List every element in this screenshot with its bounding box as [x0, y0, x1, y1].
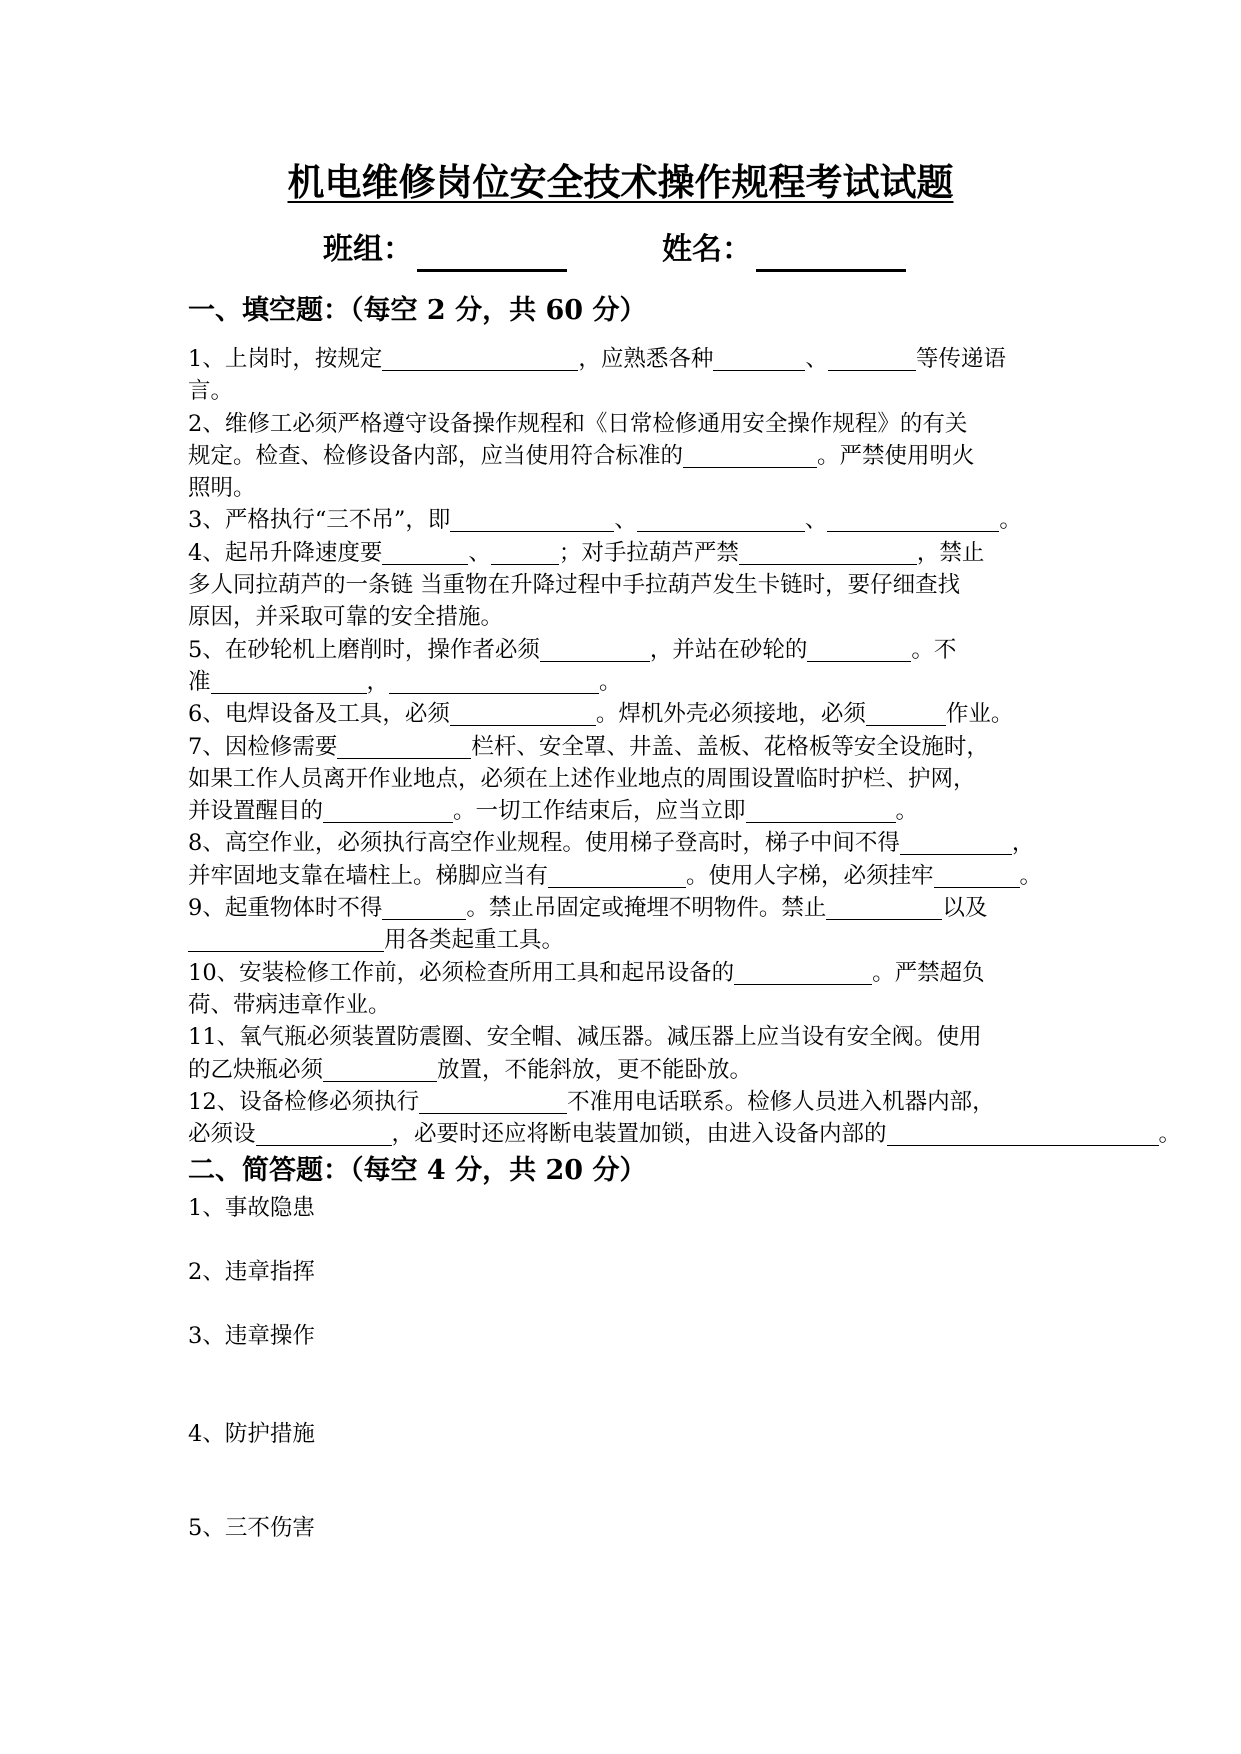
- answer-blank[interactable]: [450, 699, 596, 726]
- answer-blank[interactable]: [934, 861, 1020, 888]
- q10-line2: 荷、带病违章作业。: [188, 991, 391, 1018]
- q12-line1: 12、设备检修必须执行 不准用电话联系。检修人员进入机器内部，: [188, 1088, 995, 1115]
- q8-line1: 8、高空作业，必须执行高空作业规程。使用梯子登高时，梯子中间不得 ，: [188, 830, 1035, 857]
- answer-blank[interactable]: [900, 828, 1012, 855]
- q7-line3: 并设置醒目的 。一切工作结束后，应当立即 。: [188, 798, 919, 825]
- answer-blank[interactable]: [637, 505, 805, 532]
- answer-blank[interactable]: [540, 635, 650, 662]
- answer-blank[interactable]: [739, 538, 917, 565]
- answer-blank[interactable]: [548, 861, 686, 888]
- q10-line1: 10、安装检修工作前，必须检查所用工具和起吊设备的 。严禁超负: [188, 959, 985, 986]
- exam-title: 机电维修岗位安全技术操作规程考试试题: [287, 160, 954, 204]
- q1-line1: 1、上岗时，按规定 ，应熟悉各种 、 等传递语: [188, 346, 1006, 372]
- answer-blank[interactable]: [826, 893, 942, 920]
- answer-blank[interactable]: [746, 796, 896, 823]
- answer-blank[interactable]: [382, 893, 466, 920]
- answer-blank[interactable]: [713, 344, 805, 371]
- q6-line1: 6、电焊设备及工具，必须 。焊机外壳必须接地，必须 作业。: [188, 701, 1014, 728]
- class-label: 班组：: [323, 232, 413, 267]
- answer-blank[interactable]: [382, 344, 578, 371]
- q2-line3: 照明。: [188, 475, 256, 502]
- q11-line2: 的乙炔瓶必须 放置，不能斜放，更不能卧放。: [188, 1056, 753, 1083]
- short-answer-3: 3、违章操作: [188, 1323, 315, 1349]
- section1-heading: 一、填空题：（每空 2 分，共 60 分）: [188, 295, 647, 326]
- name-field: [662, 228, 906, 272]
- q11-line1: 11、氧气瓶必须装置防震圈、安全帽、减压器。减压器上应当设有安全阀。使用: [188, 1024, 982, 1051]
- answer-blank[interactable]: [828, 344, 916, 371]
- q4-line3: 原因，并采取可靠的安全措施。: [188, 604, 504, 631]
- answer-blank[interactable]: [323, 1055, 437, 1082]
- answer-blank[interactable]: [734, 958, 872, 985]
- answer-blank[interactable]: [337, 732, 471, 759]
- q5-line2: 准 ， 。: [188, 668, 622, 695]
- answer-blank[interactable]: [807, 635, 911, 662]
- fill-in-questions: [188, 343, 1228, 1150]
- answer-blank[interactable]: [211, 667, 367, 694]
- q7-line2: 如果工作人员离开作业地点，必须在上述作业地点的周围设置临时护栏、护网，: [188, 765, 976, 792]
- q3-line1: 3、严格执行“三不吊”，即 、 、 。: [188, 507, 1022, 534]
- q7-line1: 7、因检修需要 栏杆、安全罩、井盖、盖板、花格板等安全设施时，: [188, 733, 989, 760]
- class-input-blank[interactable]: [417, 239, 567, 272]
- name-label: 姓名：: [662, 232, 752, 267]
- answer-blank[interactable]: [323, 796, 453, 823]
- q5-line1: 5、在砂轮机上磨削时，操作者必须 ，并站在砂轮的 。不: [188, 636, 957, 663]
- q8-line2: 并牢固地支靠在墙柱上。梯脚应当有 。使用人字梯，必须挂牢 。: [188, 862, 1043, 889]
- answer-blank[interactable]: [389, 667, 599, 694]
- answer-blank[interactable]: [866, 699, 946, 726]
- q2-line2: 规定。检查、检修设备内部，应当使用符合标准的 。严禁使用明火: [188, 442, 975, 469]
- section2-heading: 二、简答题：（每空 4 分，共 20 分）: [188, 1155, 647, 1186]
- answer-blank[interactable]: [419, 1087, 567, 1114]
- answer-blank[interactable]: [382, 538, 468, 565]
- answer-blank[interactable]: [450, 505, 614, 532]
- short-answer-5: 5、三不伤害: [188, 1515, 315, 1541]
- answer-blank[interactable]: [188, 925, 384, 952]
- short-answer-2: 2、违章指挥: [188, 1259, 315, 1285]
- short-answer-1: 1、事故隐患: [188, 1195, 315, 1221]
- q1-line2: 言。: [188, 378, 234, 405]
- q12-line2: 必须设 ，必要时还应将断电装置加锁，由进入设备内部的 。: [188, 1121, 1182, 1148]
- q2-line1: 2、维修工必须严格遵守设备操作规程和《日常检修通用安全操作规程》的有关: [188, 410, 968, 437]
- answer-blank[interactable]: [887, 1119, 1159, 1146]
- answer-blank[interactable]: [683, 441, 817, 468]
- q9-line1: 9、起重物体时不得 。禁止吊固定或掩埋不明物件。禁止 以及: [188, 895, 988, 922]
- short-answer-4: 4、防护措施: [188, 1421, 315, 1447]
- class-field: [323, 228, 567, 272]
- answer-blank[interactable]: [827, 505, 999, 532]
- q4-line2: 多人同拉葫芦的一条链 当重物在升降过程中手拉葫芦发生卡链时，要仔细查找: [188, 572, 961, 599]
- answer-blank[interactable]: [491, 538, 559, 565]
- q9-line2: 用各类起重工具。: [188, 924, 1228, 956]
- name-input-blank[interactable]: [756, 239, 906, 272]
- q4-line1: 4、起吊升降速度要 、 ；对手拉葫芦严禁 ，禁止: [188, 539, 985, 566]
- answer-blank[interactable]: [256, 1119, 392, 1146]
